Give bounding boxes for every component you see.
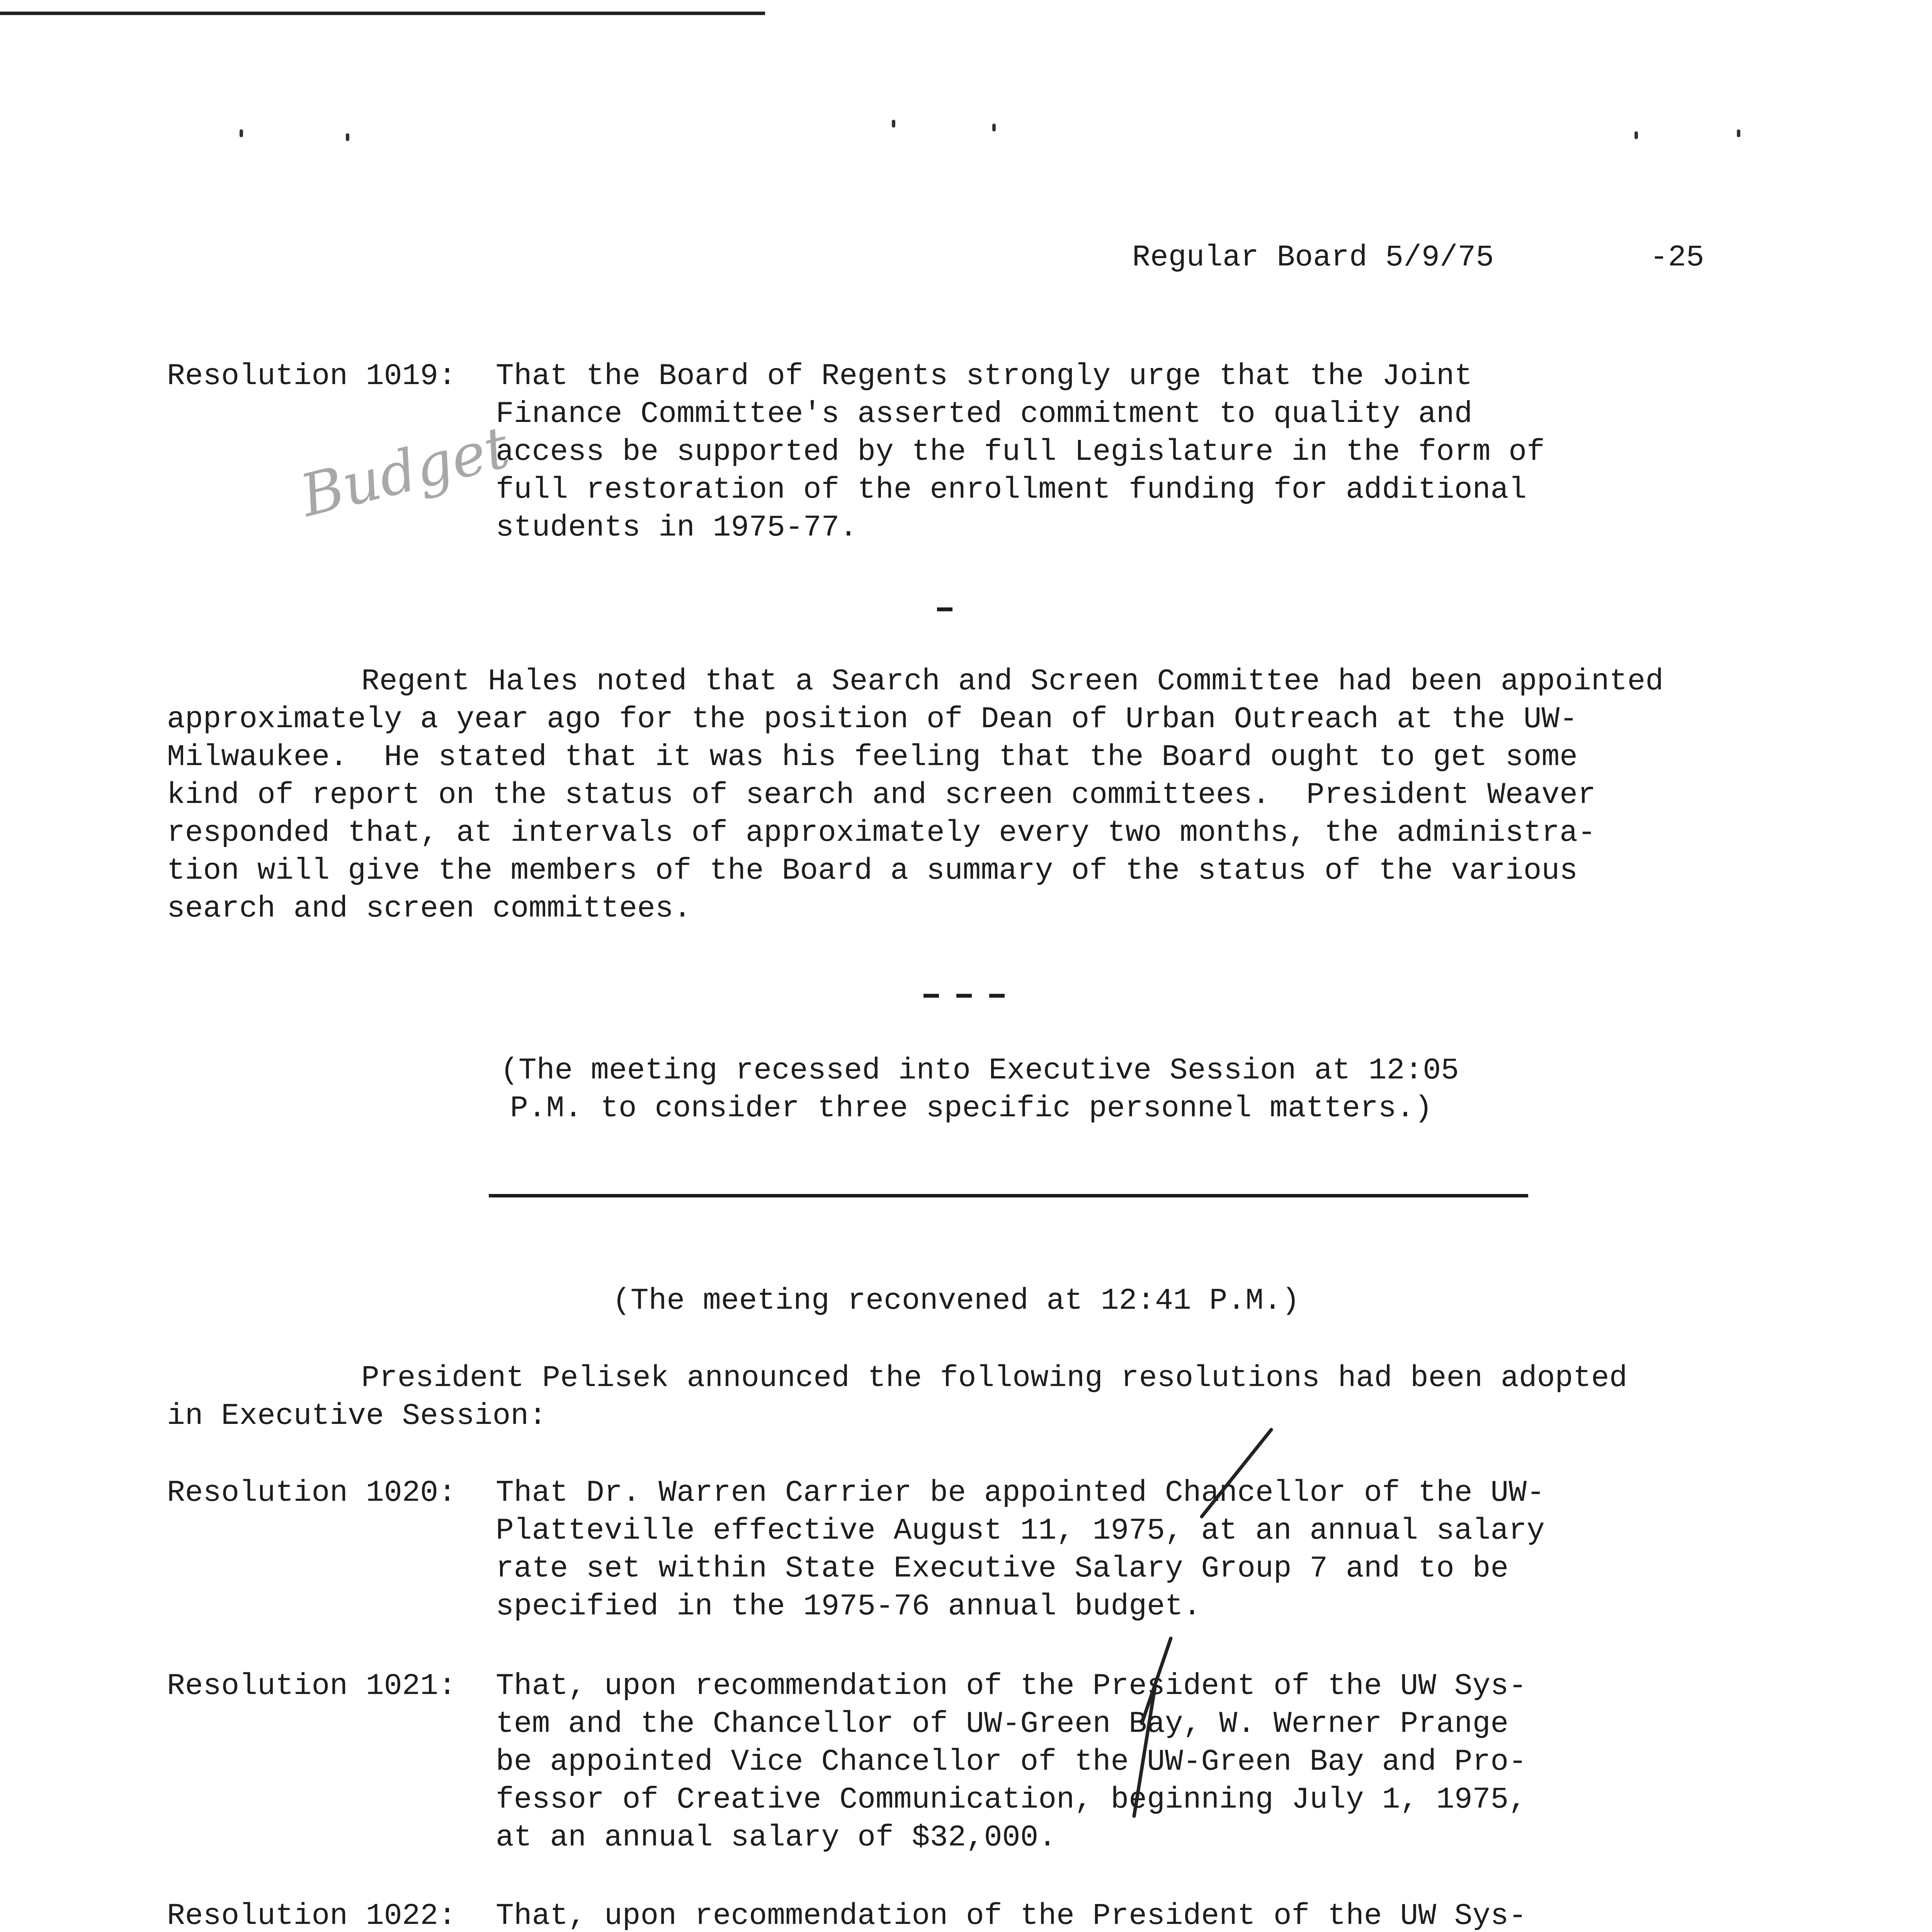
paragraph-line: kind of report on the status of search and screen committees. President Weaver xyxy=(167,778,1596,812)
margin-handwritten-note: Budget xyxy=(294,413,516,530)
paragraph-line: Regent Hales noted that a Search and Screen Committee had been appointed xyxy=(361,665,1664,699)
reconvene-note: (The meeting reconvened at 12:41 P.M.) xyxy=(612,1284,1300,1318)
resolution-line: fessor of Creative Communication, beginning July 1, 1975, xyxy=(496,1783,1527,1817)
resolution-label: Resolution 1020: xyxy=(167,1476,456,1510)
resolution-line: full restoration of the enrollment funding for additional xyxy=(496,473,1527,507)
recess-note-line: P.M. to consider three specific personnel matters.) xyxy=(510,1092,1433,1126)
resolution-line: tem and the Chancellor of UW-Green Bay, W. Werner Prange xyxy=(496,1707,1509,1741)
page-header-number: -25 xyxy=(1650,241,1704,275)
resolution-line: at an annual salary of $32,000. xyxy=(496,1821,1057,1855)
paragraph-line: approximately a year ago for the position of Dean of Urban Outreach at the UW- xyxy=(167,702,1578,736)
resolution-line: That Dr. Warren Carrier be appointed Chancellor of the UW- xyxy=(496,1476,1545,1510)
page-header-title: Regular Board 5/9/75 xyxy=(1132,241,1494,275)
resolution-line: access be supported by the full Legislature in the form of xyxy=(496,435,1545,469)
check-mark-stroke xyxy=(1134,1685,1155,1816)
resolution-line: That, upon recommendation of the President of the UW Sys- xyxy=(496,1669,1527,1703)
paragraph-line: Milwaukee. He stated that it was his feeling that the Board ought to get some xyxy=(167,740,1578,774)
resolution-line: specified in the 1975-76 annual budget. xyxy=(496,1590,1201,1624)
resolution-line: be appointed Vice Chancellor of the UW-Green Bay and Pro- xyxy=(496,1745,1527,1779)
resolution-line: students in 1975-77. xyxy=(496,511,858,545)
resolution-line: rate set within State Executive Salary Group 7 and to be xyxy=(496,1552,1509,1586)
announcement-line: President Pelisek announced the following resolutions had been adopted xyxy=(361,1361,1628,1395)
announcement-line: in Executive Session: xyxy=(167,1399,547,1433)
paragraph-line: tion will give the members of the Board a summary of the status of the various xyxy=(167,854,1578,888)
paragraph-line: responded that, at intervals of approximately every two months, the administra- xyxy=(167,816,1596,850)
resolution-label: Resolution 1022: xyxy=(167,1899,456,1932)
paragraph-line: search and screen committees. xyxy=(167,892,692,926)
resolution-line: That the Board of Regents strongly urge that the Joint xyxy=(496,359,1473,393)
check-mark-stroke xyxy=(1202,1430,1271,1517)
resolution-line: Finance Committee's asserted commitment to quality and xyxy=(496,397,1473,431)
resolution-label: Resolution 1019: xyxy=(167,359,456,393)
resolution-line: That, upon recommendation of the President of the UW Sys- xyxy=(496,1899,1527,1932)
resolution-line: Platteville effective August 11, 1975, at an annual salary xyxy=(496,1514,1545,1548)
check-mark-stroke xyxy=(1142,1638,1171,1723)
recess-note-line: (The meeting recessed into Executive Session at 12:05 xyxy=(500,1054,1459,1088)
resolution-label: Resolution 1021: xyxy=(167,1669,456,1703)
